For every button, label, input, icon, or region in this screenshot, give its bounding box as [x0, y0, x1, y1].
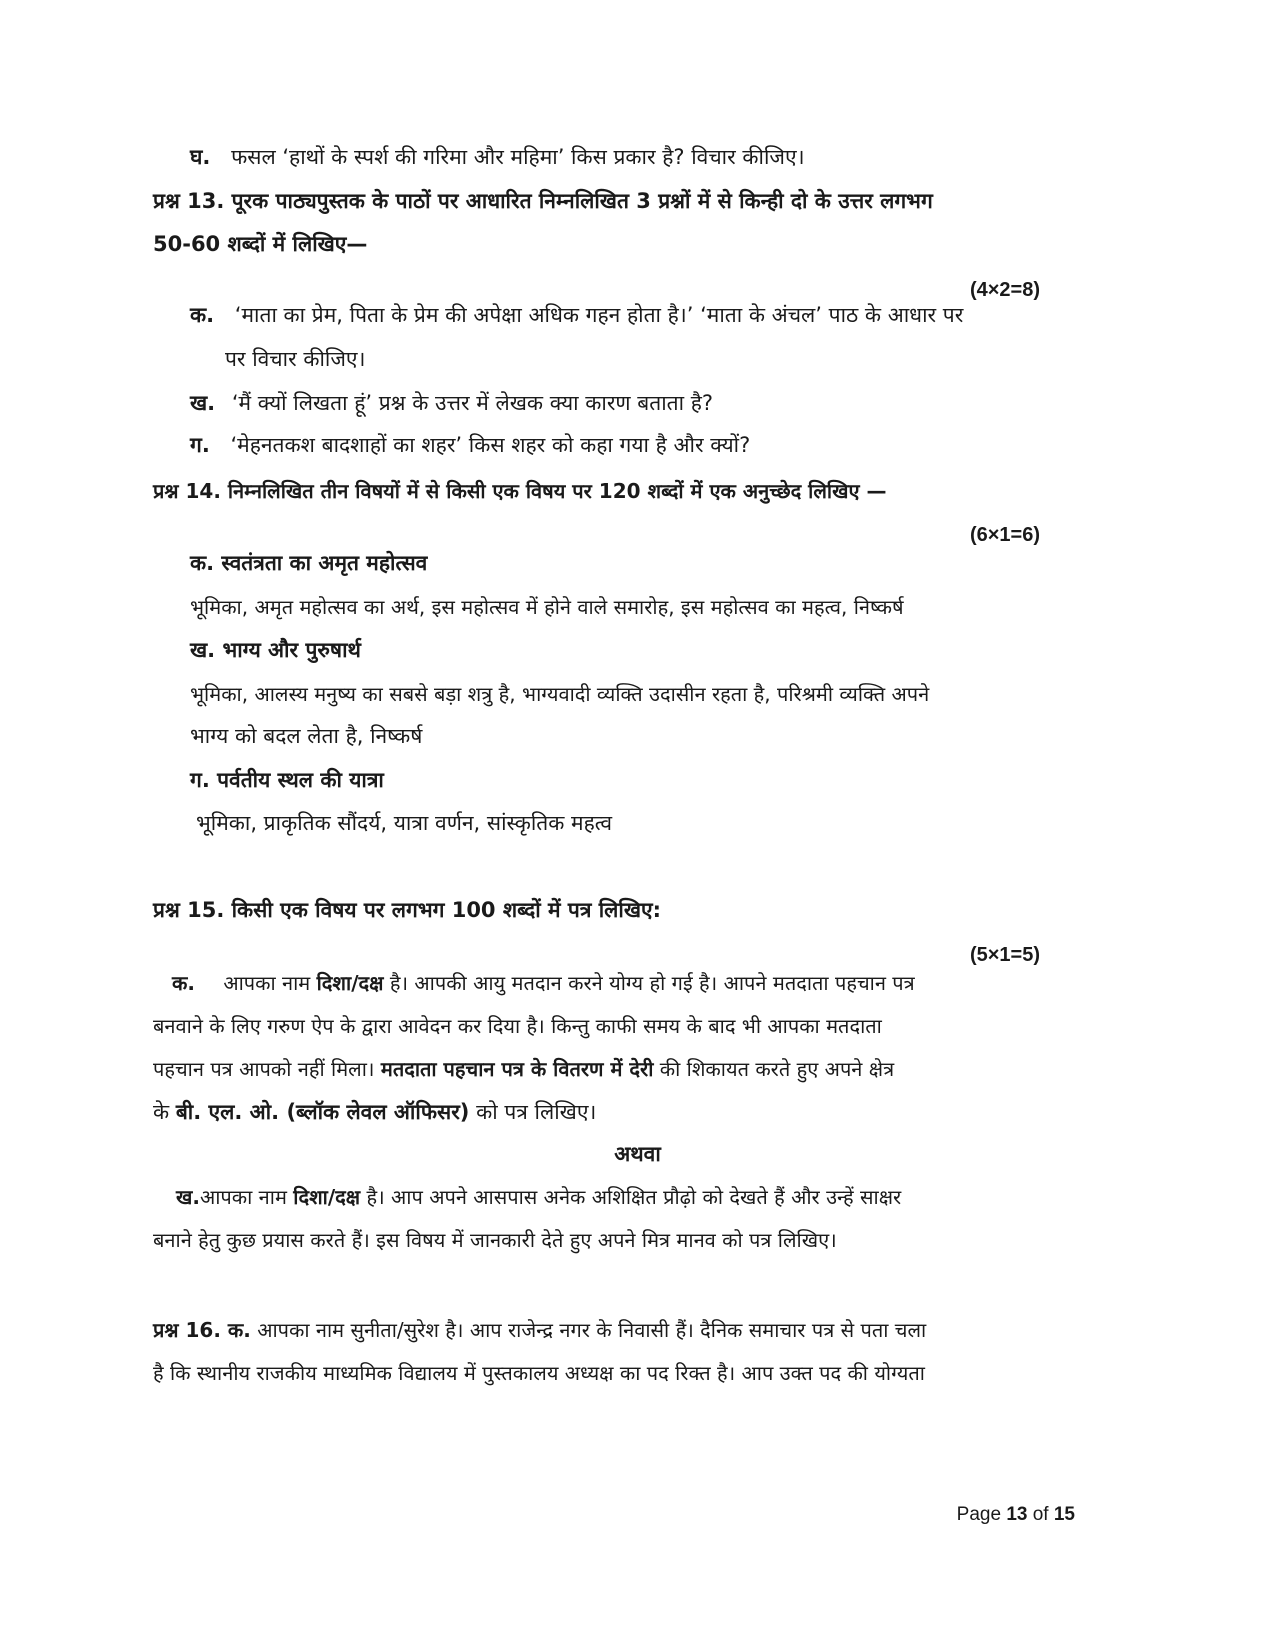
q14-ka-points: भूमिका, अमृत महोत्सव का अर्थ, इस महोत्सव में होने वाले समारोह, इस महोत्सव का महत्व, निष्कर्ष [190, 595, 904, 619]
athva-separator: अथवा [614, 1142, 661, 1166]
total-pages: 15 [1053, 1504, 1075, 1525]
q13-marks: (4×2=8) [969, 279, 1040, 301]
q16-line1 [153, 1315, 926, 1345]
q14-kha-points-line2: भाग्य को बदल लेता है, निष्कर्ष [190, 724, 423, 748]
q15-kha-line2: बनाने हेतु कुछ प्रयास करते हैं। इस विषय में जानकारी देते हुए अपने मित्र मानव को पत्र लिखिए। [153, 1228, 837, 1252]
q14-kha-title: ख. भाग्य और पुरुषार्थ [190, 638, 361, 662]
q15-kha-line1 [176, 1182, 901, 1212]
q16-line2: है कि स्थानीय राजकीय माध्यमिक विद्यालय में पुस्तकालय अध्यक्ष का पद रिक्त है। आप उक्त पद की योग्यता [153, 1361, 925, 1385]
item-text: ‘मेहनतकश बादशाहों का शहर’ किस शहर को कहा गया है और क्यों? [230, 433, 751, 457]
item-text: फसल ‘हाथों के स्पर्श की गरिमा और महिमा’ किस प्रकार है? विचार कीजिए। [231, 145, 805, 169]
q14-marks: (6×1=6) [969, 524, 1040, 546]
q12-gha-item [190, 142, 805, 172]
item-label: ग. [190, 433, 210, 457]
addressee-bold: बी. एल. ओ. (ब्लॉक लेवल ऑफिसर) [175, 1100, 470, 1124]
item-label: क. [172, 971, 195, 995]
q14-ga-points: भूमिका, प्राकृतिक सौंदर्य, यात्रा वर्णन, सांस्कृतिक महत्व [196, 811, 613, 835]
q13-ka-item [190, 300, 963, 330]
text-run: की शिकायत करते हुए अपने क्षेत्र [653, 1057, 895, 1081]
q15-ka-line3 [153, 1054, 894, 1084]
q13-heading-line2: 50-60 शब्दों में लिखिए— [153, 232, 368, 256]
page-number [957, 1502, 1075, 1528]
name-bold: दिशा/दक्ष [293, 1185, 361, 1209]
text-run: को पत्र लिखिए। [469, 1100, 597, 1124]
q15-ka-line1 [172, 968, 915, 998]
q15-marks: (5×1=5) [969, 944, 1040, 966]
item-text: ‘मैं क्यों लिखता हूं’ प्रश्न के उत्तर में लेखक क्या कारण बताता है? [231, 391, 714, 415]
q14-kha-points-line1: भूमिका, आलस्य मनुष्य का सबसे बड़ा शत्रु है, भाग्यवादी व्यक्ति उदासीन रहता है, परिश्रमी व्यक्ति अपने [190, 682, 930, 706]
item-label: ख. [176, 1185, 200, 1209]
text-run: आपका नाम [199, 1185, 294, 1209]
q13-ga-item [190, 430, 750, 460]
q16-label: प्रश्न 16. क. [153, 1318, 251, 1342]
item-text: ‘माता का प्रेम, पिता के प्रेम की अपेक्षा अधिक गहन होता है।’ ‘माता के अंचल’ पाठ के आधार पर [234, 303, 964, 327]
current-page: 13 [1006, 1504, 1028, 1525]
q13-heading-line1: प्रश्न 13. पूरक पाठ्यपुस्तक के पाठों पर आधारित निम्नलिखित 3 प्रश्नों में से किन्ही दो के उत्तर लगभग [153, 189, 933, 213]
text-run: के [153, 1100, 176, 1124]
text-run: आपका नाम सुनीता/सुरेश है। आप राजेन्द्र नगर के निवासी हैं। दैनिक समाचार पत्र से पता चला [250, 1318, 927, 1342]
item-label: क. [190, 303, 215, 327]
q13-kha-item [190, 388, 713, 418]
text-run: है। आप अपने आसपास अनेक अशिक्षित प्रौढ़ो को देखते हैं और उन्हें साक्षर [360, 1185, 902, 1209]
text-run: पहचान पत्र आपको नहीं मिला। [153, 1057, 381, 1081]
page-word: Page [956, 1504, 1007, 1525]
q13-ka-continuation: पर विचार कीजिए। [225, 347, 366, 371]
item-label: ख. [190, 391, 216, 415]
name-bold: दिशा/दक्ष [316, 971, 384, 995]
text-run: आपका नाम [223, 971, 317, 995]
of-word: of [1027, 1504, 1054, 1525]
q14-ka-title: क. स्वतंत्रता का अमृत महोत्सव [190, 551, 428, 575]
item-label: घ. [190, 145, 211, 169]
q14-ga-title: ग. पर्वतीय स्थल की यात्रा [190, 768, 384, 792]
q15-ka-line4 [153, 1097, 596, 1127]
subject-bold: मतदाता पहचान पत्र के वितरण में देरी [380, 1057, 654, 1081]
q15-ka-line2: बनवाने के लिए गरुण ऐप के द्वारा आवेदन कर दिया है। किन्तु काफी समय के बाद भी आपका मतदाता [153, 1014, 882, 1038]
q15-heading: प्रश्न 15. किसी एक विषय पर लगभग 100 शब्दों में पत्र लिखिए: [153, 898, 662, 922]
q14-heading: प्रश्न 14. निम्नलिखित तीन विषयों में से किसी एक विषय पर 120 शब्दों में एक अनुच्छेद लिखिए — [153, 479, 887, 503]
text-run: है। आपकी आयु मतदान करने योग्य हो गई है। आपने मतदाता पहचान पत्र [383, 971, 915, 995]
